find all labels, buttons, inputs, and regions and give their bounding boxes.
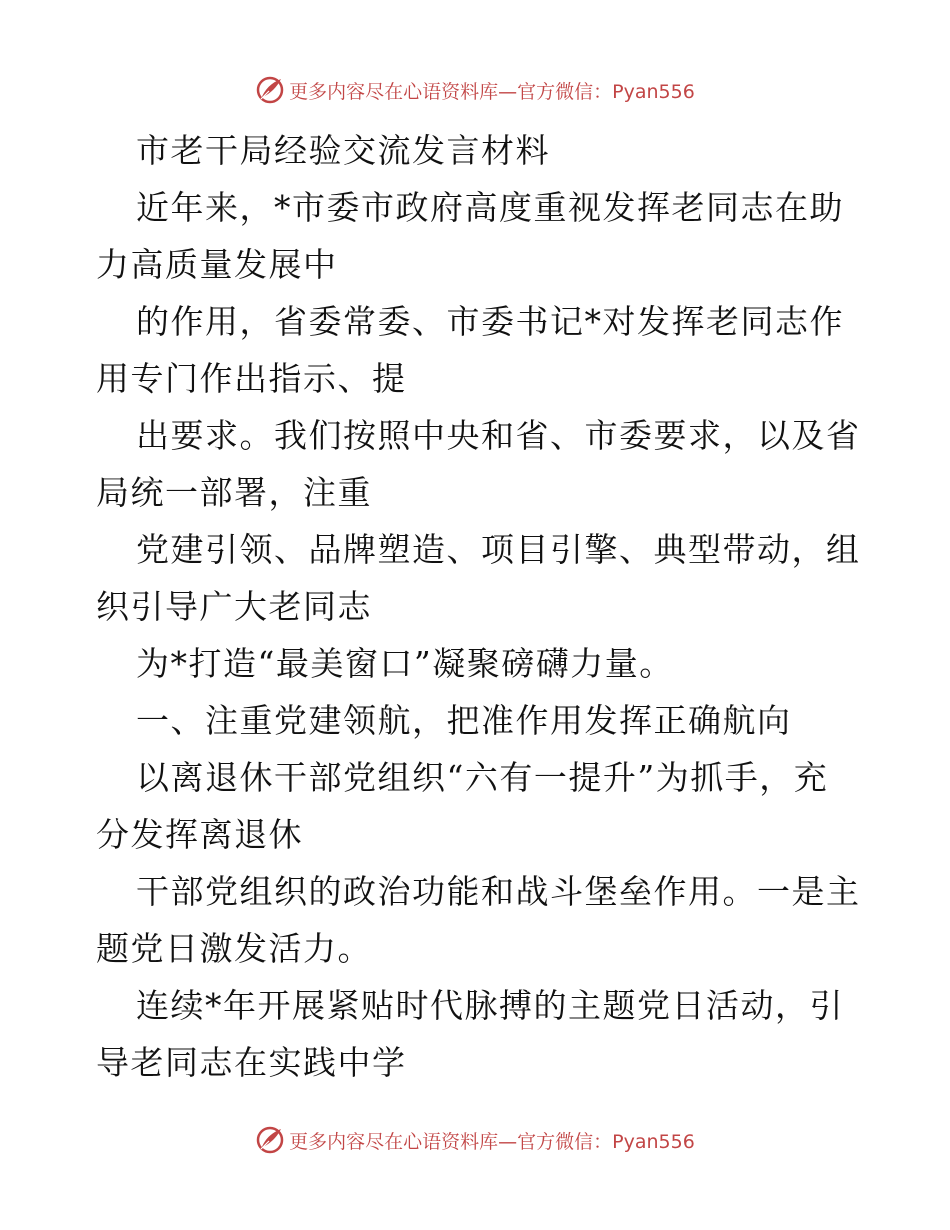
watermark-text [289, 1127, 695, 1154]
text-line: 力高质量发展中 [96, 245, 338, 284]
text-line: 局统一部署，注重 [96, 473, 372, 512]
watermark-dash: — [498, 80, 518, 103]
footer-watermark [0, 1120, 950, 1160]
watermark-brand: 更多内容尽在心语资料库 [289, 1130, 499, 1153]
feather-pen-circle-icon [255, 1125, 285, 1155]
text-line: 党建引领、品牌塑造、项目引擎、典型带动，组 [136, 530, 861, 569]
watermark-brand: 更多内容尽在心语资料库 [289, 80, 499, 103]
text-line: 织引导广大老同志 [96, 587, 372, 626]
watermark-text [289, 77, 695, 104]
watermark-dash: — [498, 1130, 518, 1153]
text-line: 题党日激发活力。 [96, 929, 372, 968]
text-line: 市老干局经验交流发言材料 [136, 131, 550, 170]
text-line: 为*打造“最美窗口”凝聚磅礴力量。 [136, 644, 674, 683]
text-line: 以离退休干部党组织“六有一提升”为抓手，充 [136, 758, 829, 797]
text-line: 导老同志在实践中学 [96, 1043, 407, 1082]
text-line: 分发挥离退休 [96, 815, 303, 854]
header-watermark [0, 70, 950, 110]
text-line: 一、注重党建领航，把准作用发挥正确航向 [136, 701, 792, 740]
text-line: 干部党组织的政治功能和战斗堡垒作用。一是主 [136, 872, 861, 911]
document-body [96, 122, 861, 1091]
text-line: 出要求。我们按照中央和省、市委要求，以及省 [136, 416, 861, 455]
text-line: 连续*年开展紧贴时代脉搏的主题党日活动，引 [136, 986, 844, 1025]
watermark-contact: 官方微信：Pyan556 [517, 80, 695, 103]
text-line: 的作用，省委常委、市委书记*对发挥老同志作 [136, 302, 844, 341]
feather-pen-circle-icon [255, 75, 285, 105]
text-line: 近年来，*市委市政府高度重视发挥老同志在助 [136, 188, 844, 227]
text-line: 用专门作出指示、提 [96, 359, 407, 398]
watermark-contact: 官方微信：Pyan556 [517, 1130, 695, 1153]
